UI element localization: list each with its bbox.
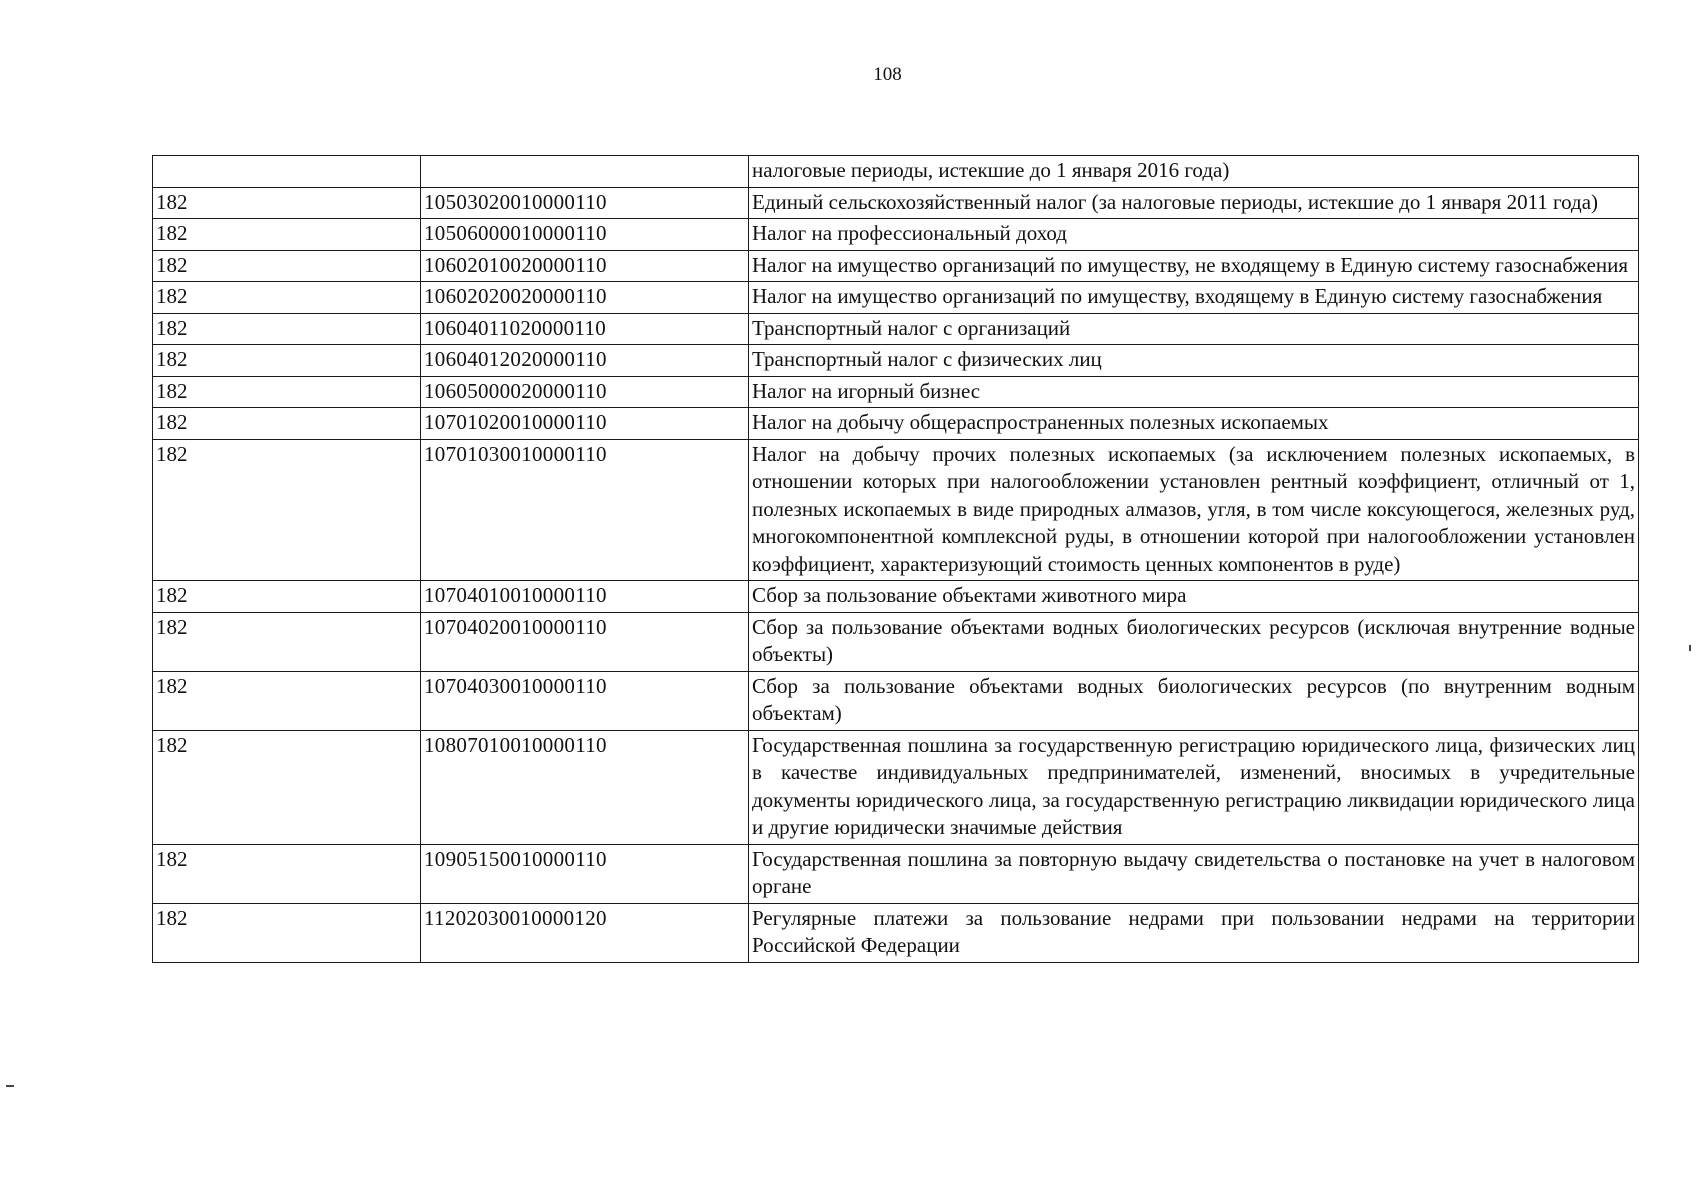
table-row: [153, 581, 1639, 613]
table-row: [153, 903, 1639, 962]
table-row: [153, 250, 1639, 282]
description-cell: Налог на добычу прочих полезных ископаемых (за исключением полезных ископаемых, в отношении которых при налогообложении установлен рентный коэффициент, отличный от 1, полезных ископаемых в виде природных алмазов, угля, в том числе коксующегося, железных руд, многокомпонентной комплексной руды, в отношении которой при налогообложении установлен коэффициент, характеризующий стоимость ценных компонентов в руде): [749, 439, 1639, 581]
admin-code-cell: [153, 156, 421, 188]
budget-code-cell: 10704010010000110: [421, 581, 749, 613]
admin-code-cell: 182: [153, 345, 421, 377]
budget-code-cell: [421, 156, 749, 188]
table-row: [153, 408, 1639, 440]
table-row: [153, 187, 1639, 219]
table-row: [153, 156, 1639, 188]
description-cell: Налог на имущество организаций по имуществу, входящему в Единую систему газоснабжения: [749, 282, 1639, 314]
admin-code-cell: 182: [153, 219, 421, 251]
description-cell: Государственная пошлина за государственную регистрацию юридического лица, физических лиц в качестве индивидуальных предпринимателей, изменений, вносимых в учредительные документы юридического лица, за государственную регистрацию ликвидации юридического лица и другие юридически значимые действия: [749, 730, 1639, 844]
page-number: 108: [873, 64, 902, 85]
table-body: [153, 156, 1639, 963]
description-cell: налоговые периоды, истекшие до 1 января 2016 года): [749, 156, 1639, 188]
revenue-codes-table: [152, 155, 1639, 963]
table-row: [153, 313, 1639, 345]
description-cell: Сбор за пользование объектами водных биологических ресурсов (исключая внутренние водные объекты): [749, 612, 1639, 671]
budget-code-cell: 10701030010000110: [421, 439, 749, 581]
description-cell: Транспортный налог с организаций: [749, 313, 1639, 345]
budget-code-cell: 10604011020000110: [421, 313, 749, 345]
table-row: [153, 219, 1639, 251]
description-cell: Государственная пошлина за повторную выдачу свидетельства о постановке на учет в налоговом органе: [749, 844, 1639, 903]
budget-code-cell: 11202030010000120: [421, 903, 749, 962]
budget-code-cell: 10602010020000110: [421, 250, 749, 282]
table-row: [153, 671, 1639, 730]
table-row: [153, 376, 1639, 408]
admin-code-cell: 182: [153, 671, 421, 730]
admin-code-cell: 182: [153, 313, 421, 345]
description-cell: Налог на имущество организаций по имуществу, не входящему в Единую систему газоснабжения: [749, 250, 1639, 282]
admin-code-cell: 182: [153, 581, 421, 613]
description-cell: Единый сельскохозяйственный налог (за налоговые периоды, истекшие до 1 января 2011 года): [749, 187, 1639, 219]
description-cell: Сбор за пользование объектами животного мира: [749, 581, 1639, 613]
description-cell: Налог на добычу общераспространенных полезных ископаемых: [749, 408, 1639, 440]
budget-code-cell: 10503020010000110: [421, 187, 749, 219]
budget-code-cell: 10605000020000110: [421, 376, 749, 408]
admin-code-cell: 182: [153, 187, 421, 219]
budget-code-cell: 10905150010000110: [421, 844, 749, 903]
admin-code-cell: 182: [153, 612, 421, 671]
margin-mark: [1689, 645, 1691, 651]
table-row: [153, 844, 1639, 903]
table-row: [153, 439, 1639, 581]
table-row: [153, 730, 1639, 844]
admin-code-cell: 182: [153, 730, 421, 844]
budget-code-cell: 10604012020000110: [421, 345, 749, 377]
table-row: [153, 282, 1639, 314]
admin-code-cell: 182: [153, 408, 421, 440]
budget-code-cell: 10704030010000110: [421, 671, 749, 730]
admin-code-cell: 182: [153, 250, 421, 282]
admin-code-cell: 182: [153, 439, 421, 581]
admin-code-cell: 182: [153, 282, 421, 314]
description-cell: Транспортный налог с физических лиц: [749, 345, 1639, 377]
table-row: [153, 345, 1639, 377]
description-cell: Регулярные платежи за пользование недрами при пользовании недрами на территории Российской Федерации: [749, 903, 1639, 962]
budget-code-cell: 10506000010000110: [421, 219, 749, 251]
admin-code-cell: 182: [153, 903, 421, 962]
description-cell: Налог на профессиональный доход: [749, 219, 1639, 251]
description-cell: Сбор за пользование объектами водных биологических ресурсов (по внутренним водным объектам): [749, 671, 1639, 730]
table-row: [153, 612, 1639, 671]
budget-code-cell: 10602020020000110: [421, 282, 749, 314]
budget-code-cell: 10701020010000110: [421, 408, 749, 440]
budget-code-cell: 10704020010000110: [421, 612, 749, 671]
margin-mark: [6, 1085, 14, 1087]
description-cell: Налог на игорный бизнес: [749, 376, 1639, 408]
budget-code-cell: 10807010010000110: [421, 730, 749, 844]
admin-code-cell: 182: [153, 844, 421, 903]
admin-code-cell: 182: [153, 376, 421, 408]
